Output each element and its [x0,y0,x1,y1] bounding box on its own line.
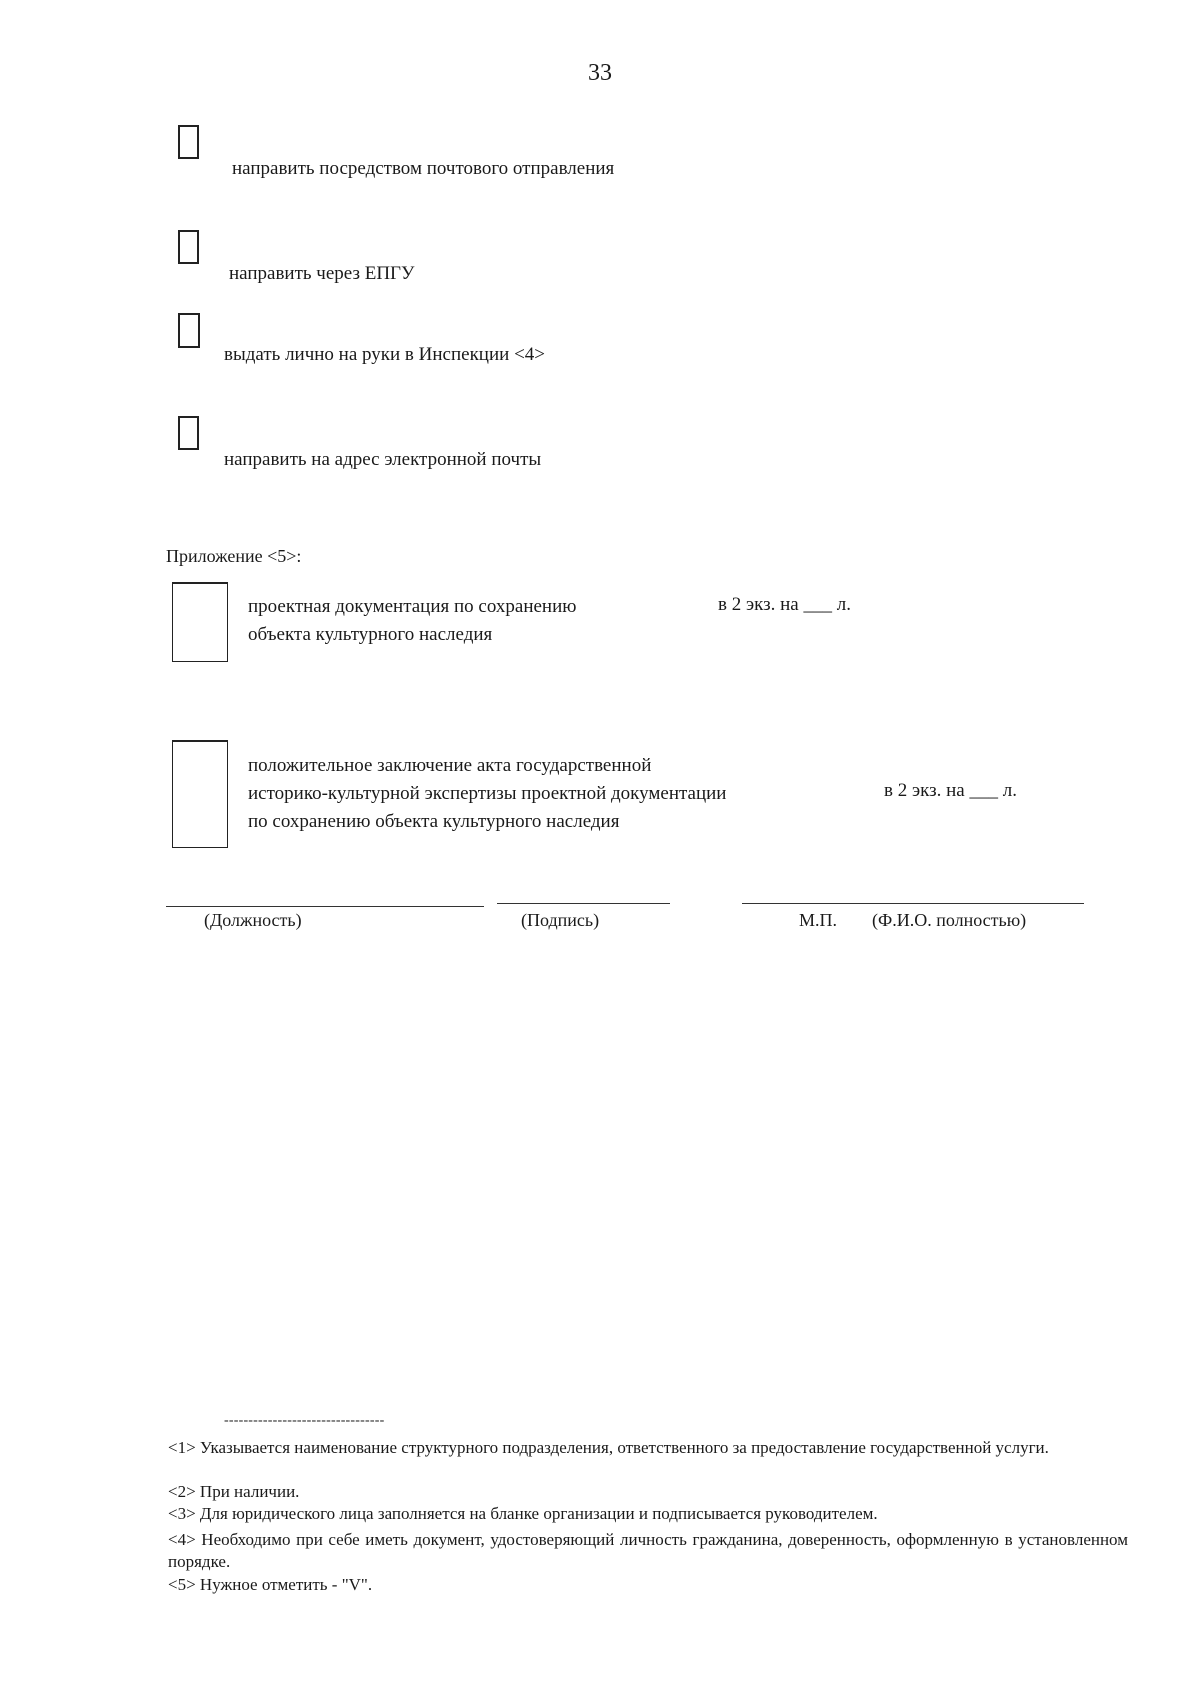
annex-item-expert-conclusion-line: историко-культурной экспертизы проектной документации [248,783,727,804]
delivery-checkbox-epgu[interactable] [178,230,199,264]
annex-item-expert-conclusion [248,752,726,836]
footnote-3: <3> Для юридического лица заполняется на бланке организации и подписывается руководителем. [168,1504,878,1523]
annex-checkbox-expert-conclusion[interactable] [172,740,228,848]
signature-caption: (Подпись) [521,910,600,930]
footnote-4: <4> Необходимо при себе иметь документ, удостоверяющий личность гражданина, доверенность, оформленную в установленном порядке. [168,1530,1128,1571]
delivery-checkbox-post[interactable] [178,125,199,159]
delivery-checkbox-email[interactable] [178,416,199,450]
annex-title: Приложение <5>: [166,546,302,566]
full-name-line[interactable] [742,903,1084,904]
annex-checkbox-project-docs[interactable] [172,582,228,662]
delivery-option-post-label: направить посредством почтового отправления [232,158,615,179]
signature-line[interactable] [497,903,670,904]
full-name-caption: (Ф.И.О. полностью) [872,910,1027,930]
delivery-option-in-person-label: выдать лично на руки в Инспекции <4> [224,344,545,365]
annex-item-project-docs [248,593,576,649]
delivery-checkbox-in-person[interactable] [178,313,200,348]
footnote-1: <1> Указывается наименование структурного подразделения, ответственного за предоставление государственной услуги. [168,1438,1049,1457]
position-line[interactable] [166,906,484,907]
footnote-5: <5> Нужное отметить - "V". [168,1575,373,1594]
delivery-option-epgu-label: направить через ЕПГУ [229,263,415,284]
footnote-separator: --------------------------------- [224,1413,385,1428]
annex-item-expert-conclusion-line: положительное заключение акта государственной [248,755,652,776]
annex-item-expert-conclusion-line: по сохранению объекта культурного наследия [248,811,620,832]
annex-item-project-docs-copies: в 2 экз. на ___ л. [718,594,851,615]
page-number: 33 [588,60,612,86]
seal-caption: М.П. [799,910,838,930]
footnote-2: <2> При наличии. [168,1482,300,1501]
position-caption: (Должность) [204,910,302,930]
delivery-option-email-label: направить на адрес электронной почты [224,449,542,470]
annex-item-project-docs-line: объекта культурного наследия [248,624,493,645]
annex-item-project-docs-line: проектная документация по сохранению [248,596,577,617]
annex-item-expert-conclusion-copies: в 2 экз. на ___ л. [884,780,1017,801]
